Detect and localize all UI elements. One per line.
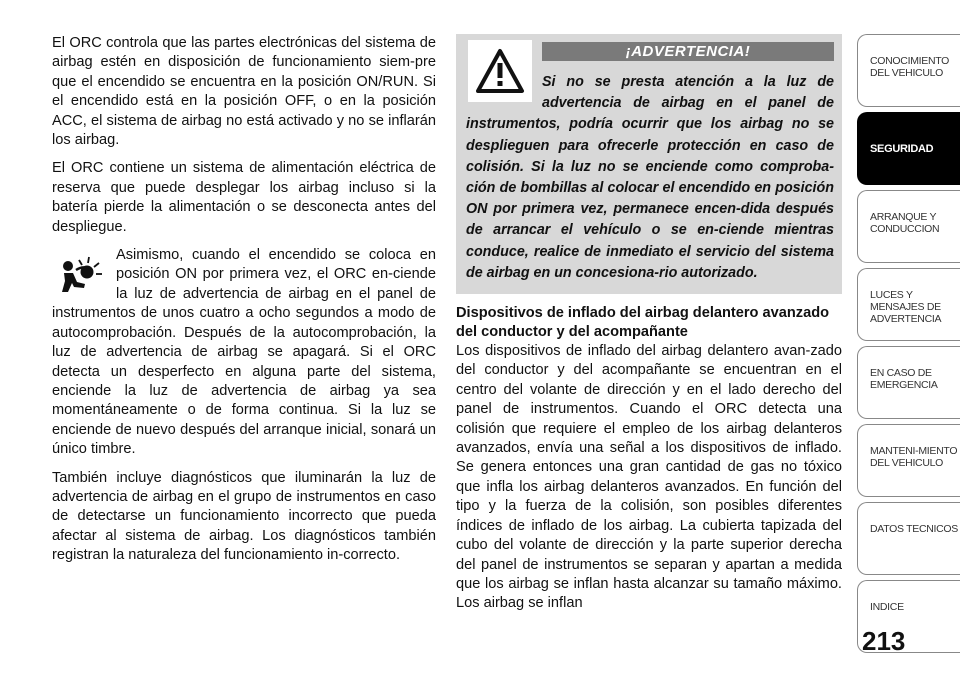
page-number: 213 xyxy=(862,626,906,656)
airbag-warning-icon xyxy=(52,248,110,304)
left-column xyxy=(52,34,436,575)
tab-luces[interactable]: LUCES Y MENSAJES DE ADVERTENCIA xyxy=(857,268,960,341)
paragraph-airbag-light: Asimismo, cuando el encendido se coloca en posición ON por primera vez, el ORC en-ciende la luz de advertencia de airbag en el panel de instrumentos de unos cuatro a ocho segundos a modo de autocomprobación. Después de la autocomprobación, la luz de advertencia de airbag se apagará. Si el ORC detecta un desperfecto en alguna parte del sistema, enciende la luz de advertencia de airbag ya sea momentáneamente o de forma continua. Si la luz se enciende de nuevo después del arranque inicial, sonará un único timbre. xyxy=(52,247,436,458)
tab-emergencia[interactable]: EN CASO DE EMERGENCIA xyxy=(857,346,960,419)
tab-indice[interactable]: INDICE xyxy=(857,580,960,653)
tab-conocimiento[interactable]: CONOCIMIENTO DEL VEHICULO xyxy=(857,34,960,107)
section-heading: Dispositivos de inflado del airbag delantero avanzado del conductor y del acompañante xyxy=(456,305,830,341)
paragraph-diagnostics: También incluye diagnósticos que iluminarán la luz de advertencia de airbag en el grupo de instrumentos en caso de detectarse un funcionamiento incorrecto que pueda afectar al sistema de airbag. Los diagnósticos también registran la naturaleza del funcionamiento in-correcto. xyxy=(52,469,436,564)
paragraph-orc-backup: El ORC contiene un sistema de alimentación eléctrica de reserva que puede desplegar los airbag incluso si la batería pierde la alimentación o se desconecta antes del despliegue. xyxy=(52,160,436,235)
tab-arranque[interactable]: ARRANQUE Y CONDUCCION xyxy=(857,190,960,263)
warning-triangle-icon xyxy=(468,40,532,102)
chapter-tabs xyxy=(857,34,960,658)
airbag-light-section xyxy=(52,246,436,459)
tab-seguridad[interactable]: SEGURIDAD xyxy=(857,112,960,185)
tab-mantenimiento[interactable]: MANTENI-MIENTO DEL VEHICULO xyxy=(857,424,960,497)
paragraph-orc-control: El ORC controla que las partes electrónicas del sistema de airbag estén en disposición de funcionamiento siem-pre que el encendido se encuentra en la posición ON/RUN. Si el encendido está en la posición OFF, o en la posición ACC, el sistema de airbag no está activado y no se inflarán los airbag. xyxy=(52,35,436,149)
warning-title: ¡ADVERTENCIA! xyxy=(542,42,834,61)
warning-box xyxy=(456,34,842,294)
paragraph-inflators: Los dispositivos de inflado del airbag delantero avan-zado del conductor y del acompañante se encuentran en el centro del volante de dirección y en el lado derecho del panel de instrumentos. Cuando el ORC detecta una colisión que requiere el empleo de los airbag delanteros avanzados, envía una señal a los dispositivos de inflado. Se genera entonces una gran cantidad de gas no tóxico que infla los airbag delanteros avanzados. En función del tipo y la fuerza de la colisión, son posibles diferentes índices de inflado de los airbag. La cubierta tapizada del cubo del volante de dirección y la parte superior derecha del panel de instrumentos se separan y apartan a medida que los airbag se inflan hasta alcanzar su tamaño máximo. Los airbag se inflan xyxy=(456,343,842,612)
right-column xyxy=(456,34,842,623)
warning-text: Si no se presta atención a la luz de advertencia de airbag en el panel de instrumentos, podría ocurrir que los airbag no se desplieguen para ofrecerle protección en caso de colisión. Si la luz no se enciende como comproba-ción de bombillas al colocar el encendido en posición ON por primera vez, permanece encen-dida después de arrancar el vehículo o se en-ciende mientras conduce, realice de inmediato el servicio del sistema de airbag en un concesiona-rio autorizado. xyxy=(466,74,834,281)
tab-datos[interactable]: DATOS TECNICOS xyxy=(857,502,960,575)
